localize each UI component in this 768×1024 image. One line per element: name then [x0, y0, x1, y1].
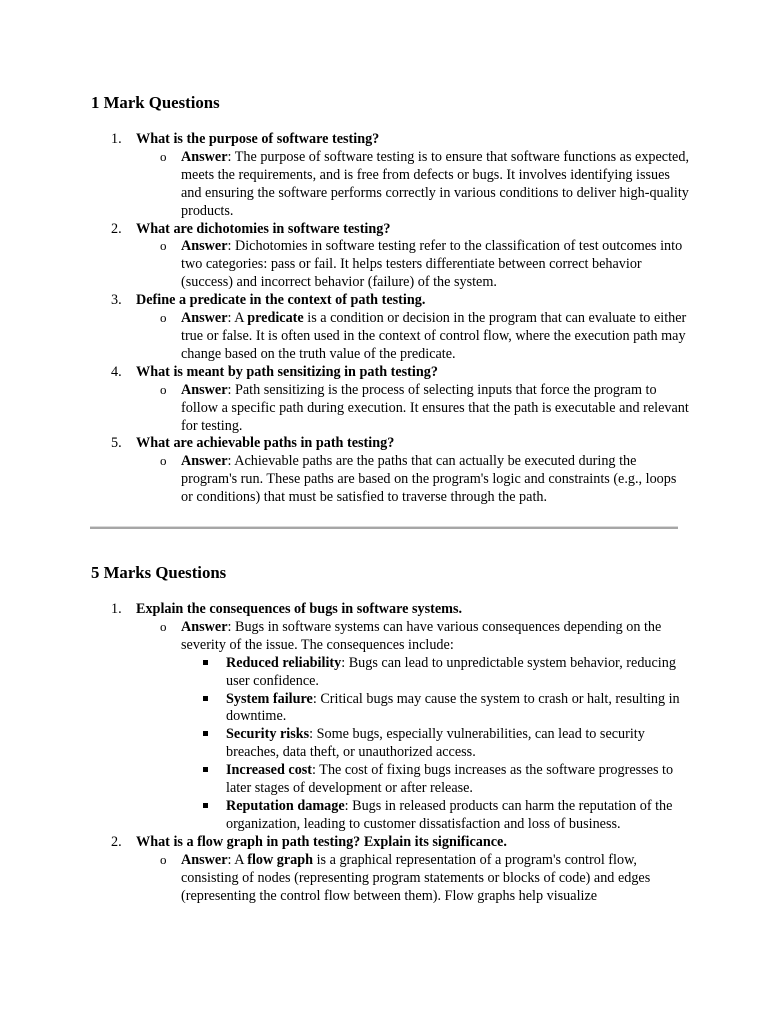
circle-bullet-icon: o: [160, 618, 167, 634]
question-number: 1.: [111, 601, 122, 617]
square-bullet-icon: [203, 767, 208, 772]
list-item: [91, 221, 691, 293]
question-number: 5.: [111, 435, 122, 452]
consequence-label: Increased cost: [226, 762, 313, 779]
answer-text: : Achievable paths are the paths that can actually be executed during the program's run. These paths are based on the program's logic and constraints (e.g., loops or conditions) that must be satisfied to traverse through the path.: [181, 453, 677, 506]
section-title-5-marks: 5 Marks Questions: [91, 563, 227, 582]
consequence-label: Reputation damage: [226, 797, 345, 814]
consequence-text: : Bugs can lead to unpredictable system behavior, reducing user confidence.: [226, 654, 676, 689]
answer-term: flow graph: [247, 851, 314, 868]
answer: [136, 619, 691, 834]
consequence-text: : Critical bugs may cause the system to crash or halt, resulting in downtime.: [226, 690, 680, 725]
answer-text-post: is a condition or decision in the program that can evaluate to either true or false. It is often used in the context of control flow, where the execution path may change based on the truth value of the predicate.: [181, 310, 687, 362]
circle-bullet-icon: o: [160, 238, 167, 254]
question-number: 2.: [111, 833, 122, 850]
list-item: [91, 601, 691, 834]
circle-bullet-icon: o: [160, 851, 167, 867]
question-number: 2.: [111, 220, 122, 237]
consequence-item: [181, 798, 691, 834]
list-item: [91, 435, 691, 507]
consequence-label: Reduced reliability: [226, 654, 342, 671]
answer: [136, 852, 691, 906]
answer-text: : The purpose of software testing is to ensure that software functions as expected, meets the requirements, and is free from defects or bugs. It involves identifying issues and ensuring the software performs correctly in various conditions to deliver high-quality products.: [181, 148, 689, 219]
answer-label: Answer: [181, 148, 228, 165]
consequence-item: [181, 655, 691, 691]
square-bullet-icon: [203, 803, 208, 808]
question-text: Define a predicate in the context of path testing.: [136, 292, 426, 309]
consequence-label: System failure: [226, 690, 313, 707]
question-number: 1.: [111, 131, 122, 147]
answer-text-post: is a graphical representation of a program's control flow, consisting of nodes (representing program statements or blocks of code) and edges (representing the control flow between them). Flow graphs help visualize: [181, 851, 651, 904]
list-item: [91, 292, 691, 364]
consequence-text: : Bugs in released products can harm the reputation of the organization, leading to customer dissatisfaction and loss of business.: [226, 797, 673, 832]
answer-label: Answer: [181, 453, 228, 470]
square-bullet-icon: [203, 696, 208, 701]
question-number: 3.: [111, 292, 122, 309]
square-bullet-icon: [203, 660, 208, 665]
circle-bullet-icon: o: [160, 310, 167, 326]
question-number: 4.: [111, 363, 122, 380]
list-item: [91, 364, 691, 436]
question-list-1-mark: [91, 131, 691, 507]
list-item: [91, 131, 691, 221]
question-text: What are achievable paths in path testing?: [136, 435, 395, 452]
answer-label: Answer: [181, 381, 228, 398]
answer-text-pre: : A: [227, 851, 248, 868]
question-text: What is the purpose of software testing?: [136, 131, 380, 147]
answer: [136, 149, 691, 221]
list-item: [91, 834, 691, 906]
answer-label: Answer: [181, 238, 228, 255]
answer-term: predicate: [247, 310, 304, 327]
circle-bullet-icon: o: [160, 453, 167, 469]
question-text: What is a flow graph in path testing? Explain its significance.: [136, 833, 507, 850]
circle-bullet-icon: o: [160, 381, 167, 397]
square-bullet-icon: [203, 731, 208, 736]
question-text: Explain the consequences of bugs in software systems.: [136, 601, 463, 617]
consequence-label: Security risks: [226, 726, 310, 743]
question-text: What are dichotomies in software testing?: [136, 220, 391, 237]
answer-label: Answer: [181, 851, 228, 868]
consequence-text: : The cost of fixing bugs increases as the software progresses to later stages of development or after release.: [226, 762, 674, 797]
consequence-item: [181, 762, 691, 798]
question-list-5-marks: [91, 601, 691, 905]
answer: [136, 453, 691, 507]
answer-text: : Dichotomies in software testing refer to the classification of test outcomes into two categories: pass or fail. It helps testers differentiate between correct behavior (success) and incorrect behavior (failure) of the system.: [181, 238, 683, 291]
consequence-text: : Some bugs, especially vulnerabilities, can lead to security breaches, data theft, or unauthorized access.: [226, 726, 645, 761]
consequence-item: [181, 691, 691, 727]
answer: [136, 382, 691, 436]
answer: [136, 310, 691, 364]
circle-bullet-icon: o: [160, 148, 167, 164]
answer-text: : Bugs in software systems can have various consequences depending on the severity of the issue. The consequences include:: [181, 618, 662, 653]
answer: [136, 238, 691, 292]
answer-label: Answer: [181, 618, 228, 635]
section-title-1-mark: 1 Mark Questions: [91, 93, 220, 112]
horizontal-divider: [90, 526, 678, 529]
question-text: What is meant by path sensitizing in path testing?: [136, 363, 438, 380]
answer-label: Answer: [181, 310, 228, 327]
answer-text: : Path sensitizing is the process of selecting inputs that force the program to follow a specific path during execution. It ensures that the path is executable and relevant for testing.: [181, 381, 689, 434]
answer-text-pre: : A: [227, 310, 248, 327]
consequence-item: [181, 726, 691, 762]
